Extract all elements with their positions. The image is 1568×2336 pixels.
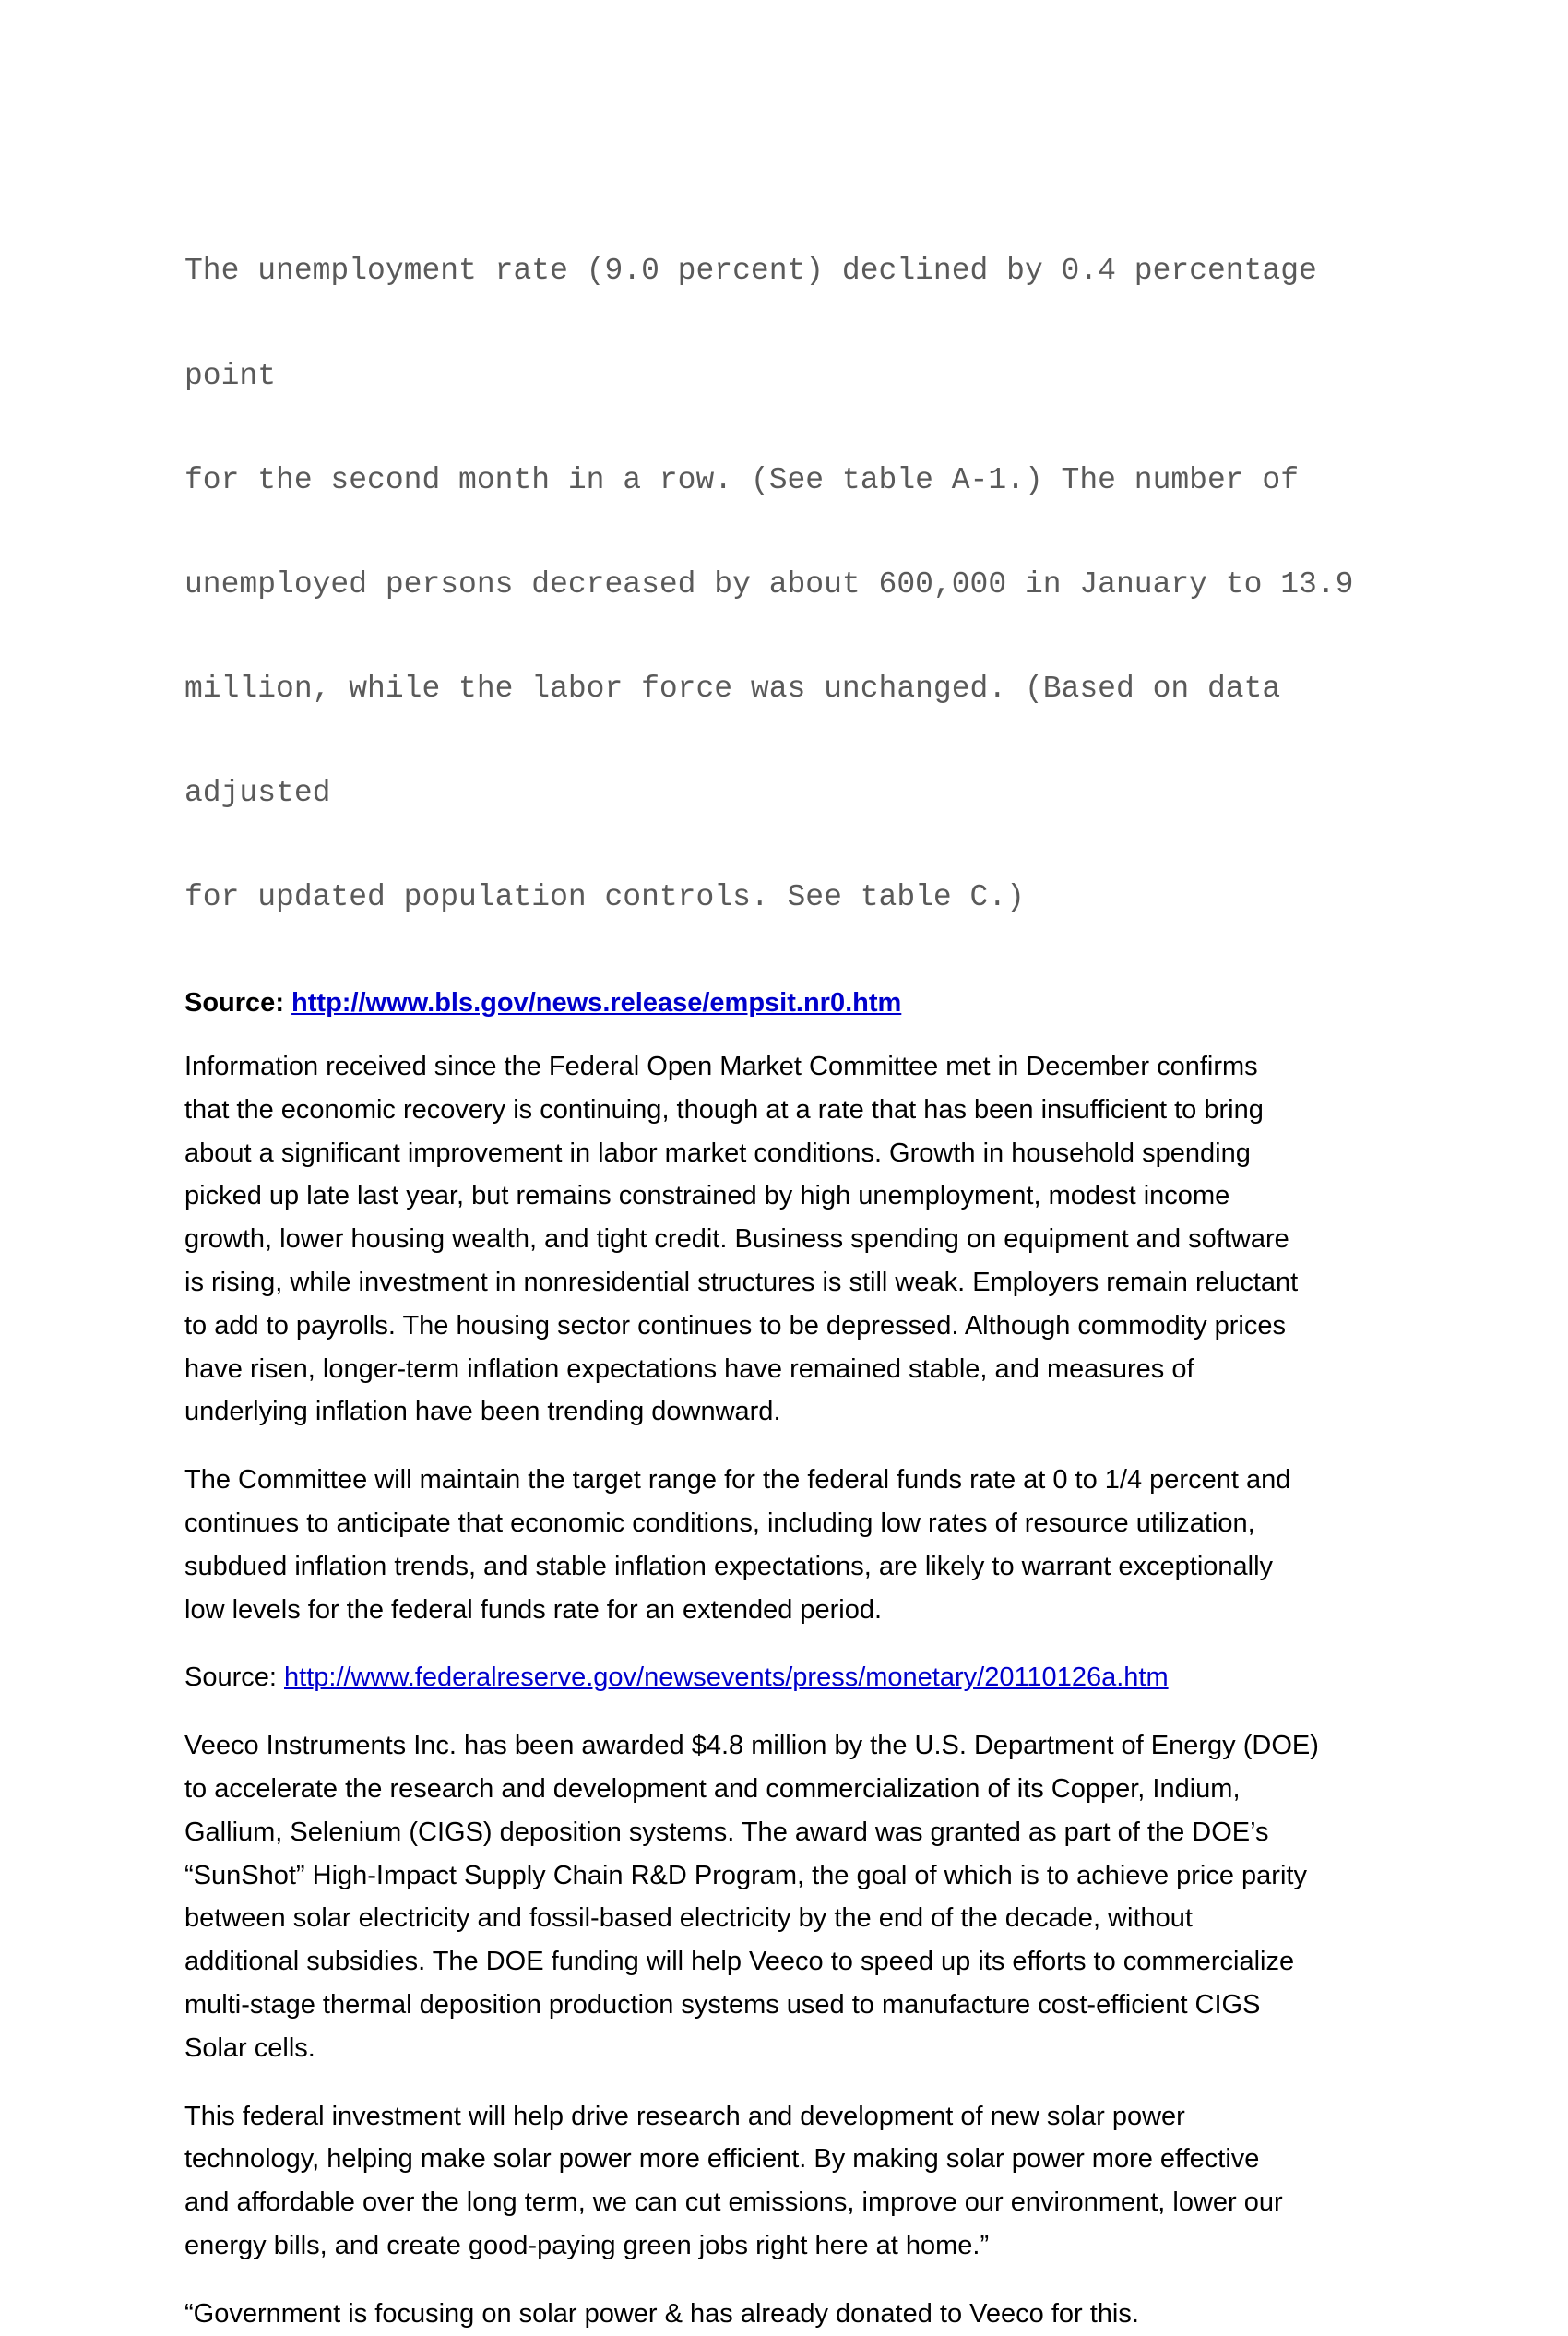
paragraph-line: to add to payrolls. The housing sector continues to be depressed. Although commodity prices — [184, 1310, 1286, 1341]
bls-excerpt — [184, 185, 1384, 984]
paragraph-line: and affordable over the long term, we can cut emissions, improve our environment, lower our — [184, 2187, 1283, 2218]
veeco-paragraph — [184, 1724, 1384, 2069]
fed-source-label: Source: — [184, 1663, 277, 1693]
paragraph-line: Information received since the Federal Open Market Committee met in December confirms — [184, 1052, 1258, 1082]
paragraph-line: growth, lower housing wealth, and tight credit. Business spending on equipment and software — [184, 1224, 1289, 1255]
paragraph-line: that the economic recovery is continuing, though at a rate that has been insufficient to bring — [184, 1094, 1264, 1125]
bls-source — [184, 984, 1384, 1021]
bls-source-link[interactable]: http://www.bls.gov/news.release/empsit.nr0.htm — [291, 988, 902, 1019]
paragraph-line: underlying inflation have been trending downward. — [184, 1397, 781, 1427]
fed-source — [184, 1656, 1384, 1699]
closing-line: “Government is focusing on solar power & has already donated to Veeco for this. — [184, 2298, 1139, 2329]
paragraph-line: to accelerate the research and development and commercialization of its Copper, Indium, — [184, 1774, 1241, 1805]
paragraph-line: Veeco Instruments Inc. has been awarded $4.8 million by the U.S. Department of Energy (DOE) — [184, 1731, 1319, 1761]
bls-excerpt-line: point — [184, 358, 277, 393]
paragraph-line: technology, helping make solar power more efficient. By making solar power more effective — [184, 2144, 1260, 2175]
fed-source-link[interactable]: http://www.federalreserve.gov/newsevents/press/monetary/20110126a.htm — [284, 1663, 1169, 1693]
paragraph-line: subdued inflation trends, and stable inflation expectations, are likely to warrant exceptionally — [184, 1551, 1274, 1581]
investment-paragraph — [184, 2095, 1384, 2268]
paragraph-line: This federal investment will help drive research and development of new solar power — [184, 2101, 1185, 2131]
paragraph-line: low levels for the federal funds rate for an extended period. — [184, 1594, 883, 1625]
paragraph-line: between solar electricity and fossil-based electricity by the end of the decade, without — [184, 1903, 1193, 1934]
paragraph-line: picked up late last year, but remains constrained by high unemployment, modest income — [184, 1181, 1230, 1211]
bls-excerpt-line: million, while the labor force was unchanged. (Based on data — [184, 671, 1281, 706]
paragraph-line: Solar cells. — [184, 2032, 315, 2063]
paragraph-line: have risen, longer-term inflation expectations have remained stable, and measures of — [184, 1353, 1194, 1384]
page-content — [184, 185, 1384, 2336]
paragraph-line: additional subsidies. The DOE funding will help Veeco to speed up its efforts to commercialize — [184, 1947, 1295, 1977]
paragraph-line: continues to anticipate that economic conditions, including low rates of resource utilization, — [184, 1508, 1255, 1539]
paragraph-line: energy bills, and create good-paying green jobs right here at home.” — [184, 2230, 990, 2260]
paragraph-line: multi-stage thermal deposition production systems used to manufacture cost-efficient CIGS — [184, 1990, 1261, 2020]
bls-excerpt-line: for the second month in a row. (See table A-1.) The number of — [184, 462, 1299, 497]
paragraph-line: The Committee will maintain the target range for the federal funds rate at 0 to 1/4 percent and — [184, 1465, 1291, 1496]
fomc-paragraph-2 — [184, 1459, 1384, 1631]
bls-excerpt-line: The unemployment rate (9.0 percent) declined by 0.4 percentage — [184, 254, 1317, 289]
bls-excerpt-line: unemployed persons decreased by about 600,000 in January to 13.9 — [184, 566, 1354, 602]
bls-excerpt-line: for updated population controls. See table C.) — [184, 879, 1025, 914]
paragraph-line: about a significant improvement in labor market conditions. Growth in household spending — [184, 1138, 1251, 1168]
paragraph-line: “SunShot” High-Impact Supply Chain R&D Program, the goal of which is to achieve price parity — [184, 1860, 1307, 1890]
bls-excerpt-line: adjusted — [184, 775, 331, 810]
bls-source-label: Source: — [184, 988, 284, 1019]
paragraph-line: Gallium, Selenium (CIGS) deposition systems. The award was granted as part of the DOE’s — [184, 1817, 1269, 1847]
fomc-paragraph-1 — [184, 1045, 1384, 1434]
paragraph-line: is rising, while investment in nonresidential structures is still weak. Employers remain reluctant — [184, 1268, 1299, 1298]
